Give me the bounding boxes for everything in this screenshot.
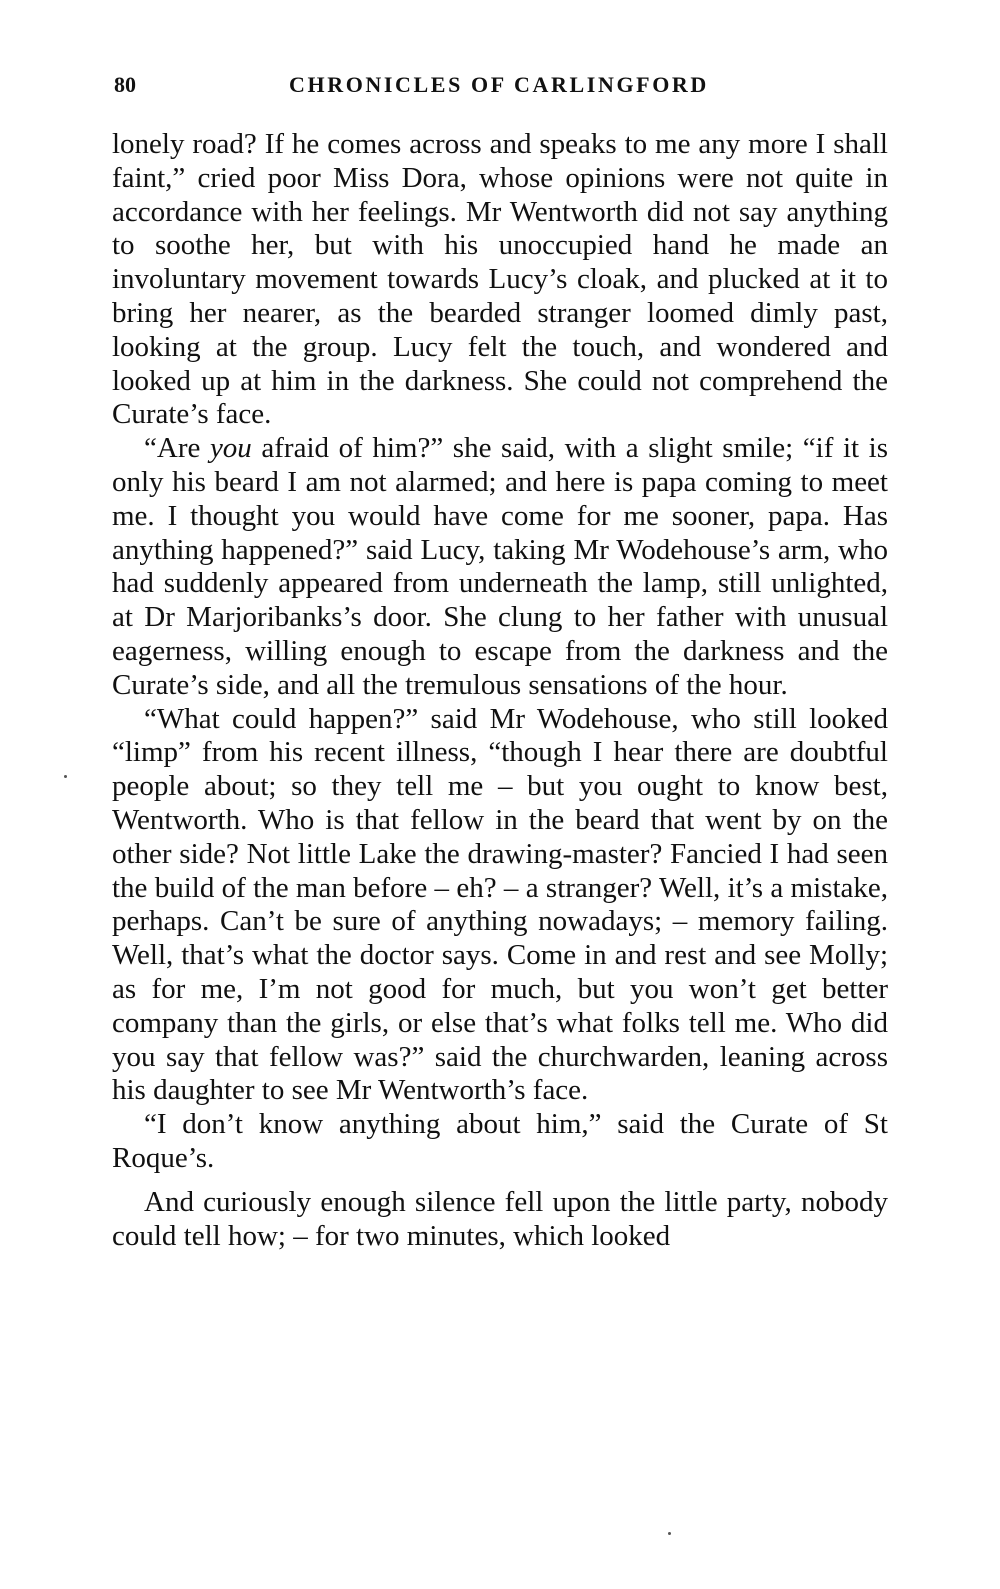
running-title: CHRONICLES OF CARLINGFORD xyxy=(289,72,709,97)
paragraph: lonely road? If he comes across and speaks to me any more I shall faint,” cried poor Miss Dora, whose opinions were not quite in accordance with her feelings. Mr Wentworth did not say anything to soothe her, but with his unoccupied hand he made an involuntary movement towards Lucy’s cloak, and plucked at it to bring her nearer, as the bearded stranger loomed dimly past, looking at the group. Lucy felt the touch, and wondered and looked up at him in the darkness. She could not comprehend the Curate’s face. xyxy=(112,128,888,431)
print-speck xyxy=(668,1532,671,1535)
print-speck xyxy=(64,775,67,778)
paragraph: “What could happen?” said Mr Wodehouse, who still looked “limp” from his recent illness, “though I hear there are doubtful people about; so they tell me – but you ought to know best, Wentworth. Who is that fellow in the beard that went by on the other side? Not little Lake the drawing-master? Fancied I had seen the build of the man before – eh? – a stranger? Well, it’s a mistake, perhaps. Can’t be sure of anything nowadays; – memory failing. Well, that’s what the doctor says. Come in and rest and see Molly; as for me, I’m not good for much, but you won’t get better company than the girls, or else that’s what folks tell me. Who did you say that fellow was?” said the churchwarden, leaning across his daughter to see Mr Wentworth’s face. xyxy=(112,702,888,1107)
page-header xyxy=(114,72,894,106)
paragraph: “Are you afraid of him?” she said, with a slight smile; “if it is only his beard I am not alarmed; and here is papa coming to meet me. I thought you would have come for me sooner, papa. Has anything happened?” said Lucy, taking Mr Wodehouse’s arm, who had suddenly appeared from underneath the lamp, still unlighted, at Dr Marjoribanks’s door. She clung to her father with unusual eagerness, willing enough to escape from the darkness and the Curate’s side, and all the tremulous sensations of the hour. xyxy=(112,432,888,701)
paragraph: “I don’t know anything about him,” said the Curate of St Roque’s. xyxy=(112,1108,888,1174)
paragraph: And curiously enough silence fell upon the little party, nobody could tell how; – for two minutes, which looked xyxy=(112,1185,888,1252)
emphasis: you xyxy=(209,432,252,465)
page-number: 80 xyxy=(114,72,136,97)
body-text xyxy=(112,128,888,1253)
